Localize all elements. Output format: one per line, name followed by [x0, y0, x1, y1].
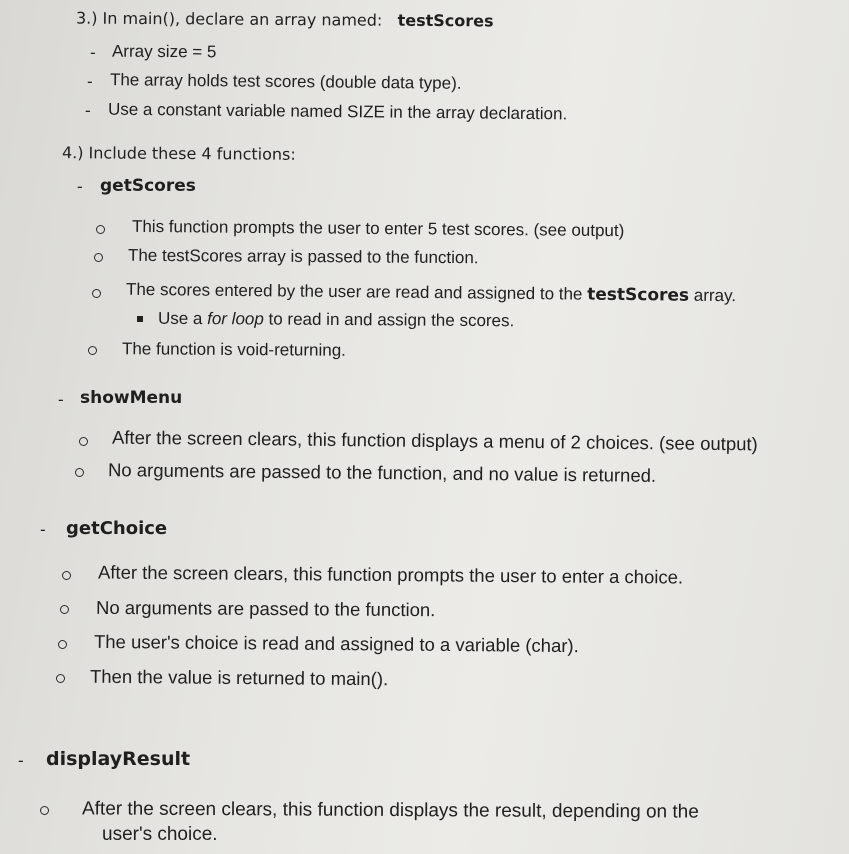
- dash-marker: -: [77, 177, 83, 196]
- getchoice-item: Then the value is returned to main().: [89, 665, 389, 690]
- dash-marker: -: [58, 390, 64, 409]
- getscores-item-text: array.: [689, 285, 737, 306]
- circle-bullet: [75, 468, 84, 477]
- circle-bullet: [60, 605, 69, 614]
- showmenu-item: After the screen clears, this function displays a menu of 2 choices. (see output): [111, 426, 758, 455]
- section-3-bullet: Array size = 5: [111, 41, 217, 62]
- getchoice-item: After the screen clears, this function prompts the user to enter a choice.: [97, 561, 684, 588]
- getchoice-item: No arguments are passed to the function.: [95, 596, 436, 621]
- section-3-bullet: Use a constant variable named SIZE in the array declaration.: [107, 99, 568, 124]
- dash-marker: -: [40, 520, 46, 539]
- showmenu-item: No arguments are passed to the function, and no value is returned.: [107, 459, 657, 486]
- circle-bullet: [88, 346, 97, 355]
- dash-marker: -: [90, 43, 96, 62]
- circle-bullet: [94, 253, 103, 262]
- circle-bullet: [96, 225, 105, 234]
- function-name-showmenu: showMenu: [80, 388, 183, 408]
- function-name-getscores: getScores: [100, 176, 196, 196]
- getscores-item: The testScores array is passed to the function.: [127, 245, 479, 268]
- sub-item-text: Use a: [157, 308, 208, 329]
- square-bullet: [137, 316, 143, 322]
- displayresult-item-line2: user's choice.: [102, 824, 218, 845]
- section-3-heading: [76, 9, 494, 31]
- getscores-sub-item: [158, 309, 514, 331]
- circle-bullet: [92, 289, 101, 298]
- dash-marker: -: [85, 101, 91, 120]
- getscores-item-text: The scores entered by the user are read and assigned to the: [125, 279, 588, 304]
- circle-bullet: [58, 640, 67, 649]
- section-3-heading-text: 3.) In main(), declare an array named:: [75, 8, 383, 30]
- function-name-getchoice: getChoice: [66, 518, 168, 539]
- circle-bullet: [40, 806, 49, 815]
- getscores-item: The function is void-returning.: [121, 339, 347, 360]
- circle-bullet: [56, 674, 65, 683]
- for-loop-term: for loop: [207, 309, 264, 329]
- dash-marker: -: [18, 751, 24, 770]
- function-name-displayresult: displayResult: [46, 748, 191, 770]
- getscores-item: This function prompts the user to enter 5 test scores. (see output): [131, 216, 625, 241]
- circle-bullet: [79, 437, 88, 446]
- array-name: testScores: [397, 10, 494, 31]
- section-3-bullet: The array holds test scores (double data type).: [109, 70, 462, 93]
- dash-marker: -: [87, 72, 93, 91]
- displayresult-item-line1: After the screen clears, this function displays the result, depending on the: [81, 798, 699, 823]
- array-name-ref: testScores: [587, 284, 690, 306]
- section-4-heading: 4.) Include these 4 functions:: [61, 143, 296, 164]
- getchoice-item: The user's choice is read and assigned to a variable (char).: [93, 630, 579, 657]
- getscores-item: [126, 280, 736, 306]
- circle-bullet: [62, 571, 71, 580]
- sub-item-text: to read in and assign the scores.: [263, 309, 515, 331]
